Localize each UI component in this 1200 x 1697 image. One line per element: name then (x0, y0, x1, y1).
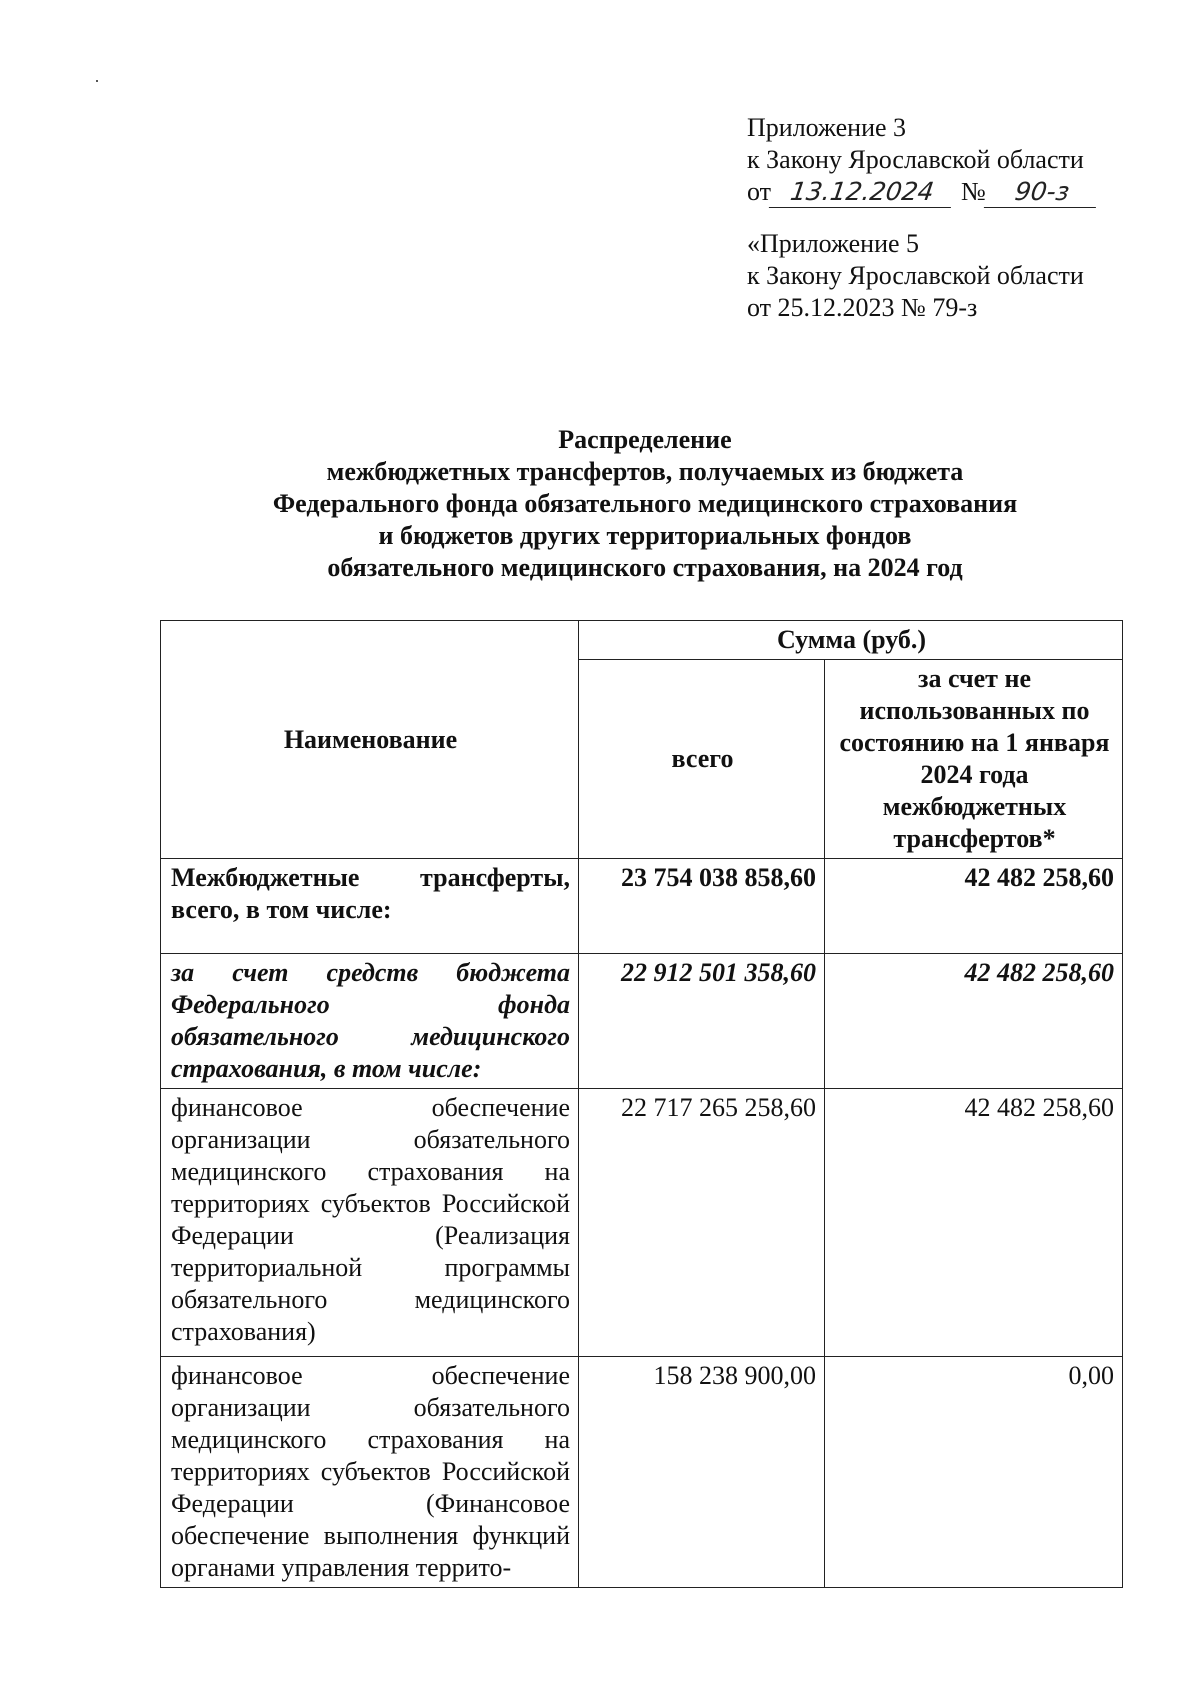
header-sum: Сумма (руб.) (579, 621, 1123, 660)
appendix-header (747, 112, 1098, 324)
row-name: за счет средств бюджета Федерального фонда обязательного медицинского страхования, в том числе: (161, 954, 579, 1089)
previous-appendix-title: «Приложение 5 (747, 229, 920, 258)
title-line-3: Федерального фонда обязательного медицинского страхования (272, 489, 1018, 518)
date-number-line (747, 176, 1098, 208)
row-total: 22 717 265 258,60 (579, 1089, 825, 1357)
transfers-table (160, 620, 1123, 1588)
table-row (161, 859, 1123, 954)
row-name: финансовое обеспечение организации обязательного медицинского страхования на территориях субъектов Российской Федерации (Реализация территориальной программы обязательного медицинского страхования) (161, 1089, 579, 1357)
row-name: финансовое обеспечение организации обязательного медицинского страхования на территориях субъектов Российской Федерации (Финансовое обеспечение выполнения функций органами управления террито- (161, 1357, 579, 1588)
law-reference: к Закону Ярославской области (747, 145, 1084, 174)
scan-speck (96, 80, 98, 82)
row-total: 23 754 038 858,60 (579, 859, 825, 954)
header-total: всего (579, 660, 825, 859)
table-row (161, 1357, 1123, 1588)
row-unused: 42 482 258,60 (825, 859, 1123, 954)
header-unused: за счет не использованных по состоянию на 1 января 2024 года межбюджетных трансфертов* (825, 660, 1123, 859)
table-row (161, 954, 1123, 1089)
title-line-5: обязательного медицинского страхования, на 2024 год (327, 553, 963, 582)
number-sign: № (961, 177, 986, 206)
handwritten-number: 90-з (984, 177, 1100, 208)
row-unused: 0,00 (825, 1357, 1123, 1588)
title-line-2: межбюджетных трансфертов, получаемых из бюджета (326, 457, 964, 486)
row-unused: 42 482 258,60 (825, 1089, 1123, 1357)
document-title (150, 424, 1140, 584)
from-label: от (747, 177, 772, 206)
handwritten-date: 13.12.2024 (769, 177, 955, 208)
appendix-title: Приложение 3 (747, 113, 907, 142)
previous-law-reference: к Закону Ярославской области (747, 261, 1084, 290)
row-unused: 42 482 258,60 (825, 954, 1123, 1089)
header-name: Наименование (161, 621, 579, 859)
title-line-1: Распределение (558, 425, 732, 454)
row-total: 22 912 501 358,60 (579, 954, 825, 1089)
row-name: Межбюджетные трансферты, всего, в том числе: (161, 859, 579, 954)
table-row (161, 1089, 1123, 1357)
previous-law-date: от 25.12.2023 № 79-з (747, 293, 978, 322)
row-total: 158 238 900,00 (579, 1357, 825, 1588)
table-header-row (161, 621, 1123, 660)
title-line-4: и бюджетов других территориальных фондов (378, 521, 912, 550)
